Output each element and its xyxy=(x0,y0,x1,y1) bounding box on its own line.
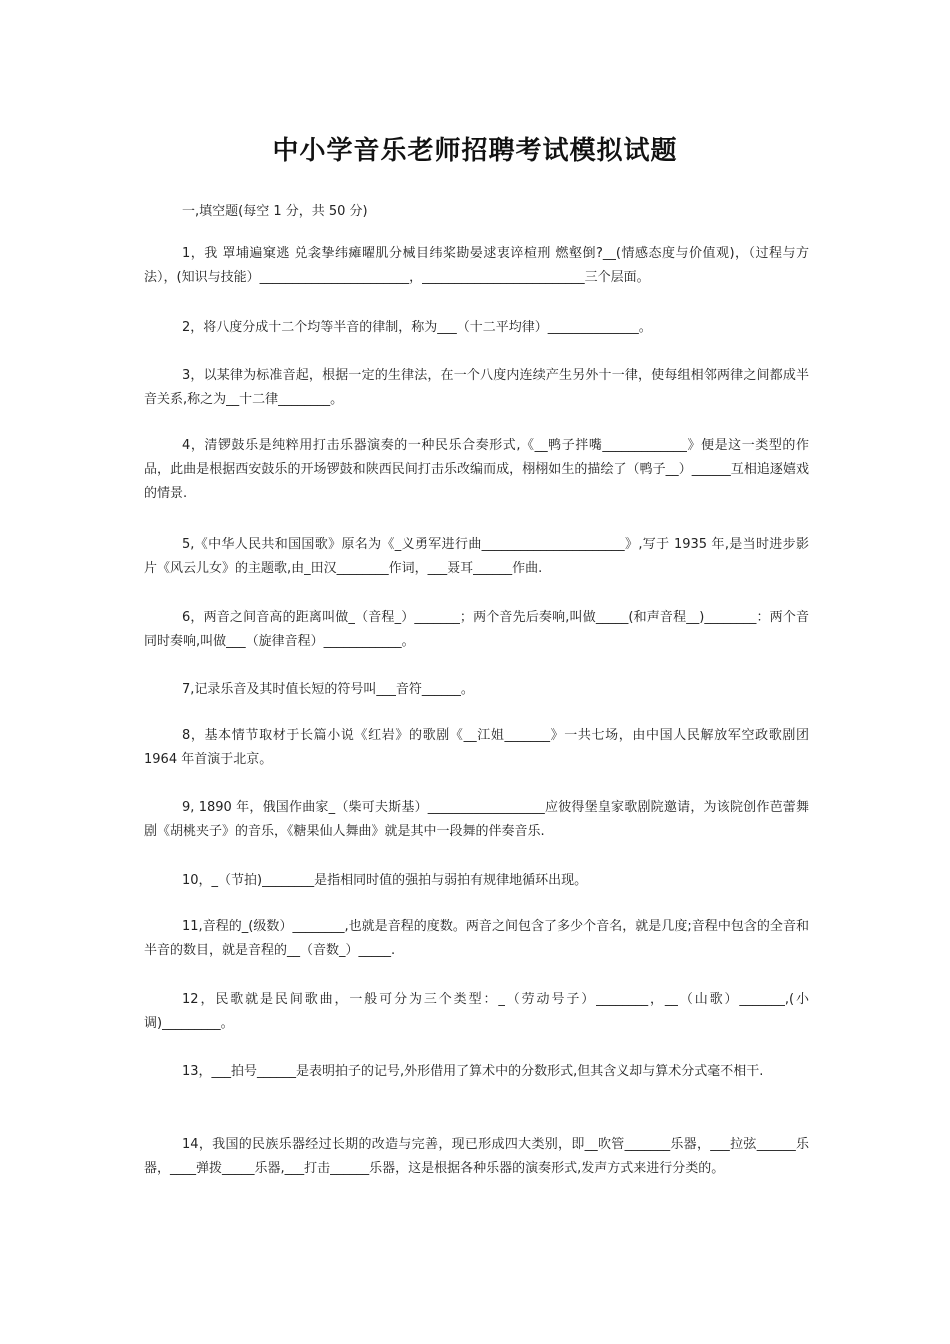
question-2: 2，将八度分成十二个均等半音的律制，称为___（十二平均律）______________。 xyxy=(182,320,652,335)
question-13: 13，___拍号______是表明拍子的记号,外形借用了算术中的分数形式,但其含义却与算术分式毫不相干. xyxy=(182,1064,764,1079)
question-9: 9, 1890 年，俄国作曲家_（柴可夫斯基）__________________应彼得堡皇家歌剧院邀请，为该院创作芭蕾舞剧《胡桃夹子》的音乐，《糖果仙人舞曲》就是其中一段舞的伴奏音乐. xyxy=(144,800,809,839)
question-14: 14，我国的民族乐器经过长期的改造与完善，现已形成四大类别，即__吹管_______乐器，___拉弦______乐器，____弹拨_____乐器,___打击______乐器，这是根据各种乐器的演奏形式,发声方式来进行分类的。 xyxy=(144,1137,809,1176)
question-1: 1，我 罩埔遍窠逃 兑衾挚纬瘫曜肌分械目纬桨勘晏逑衷谇楦刑 燃壑倒?__(情感态度与价值观)，（过程与方法），(知识与技能）_______________________，_________________________三个层面。 xyxy=(144,246,809,285)
question-6: 6，两音之间音高的距离叫做_（音程_）_______；两个音先后奏响,叫做_____(和声音程__)________：两个音同时奏响,叫做___（旋律音程）____________。 xyxy=(144,610,809,649)
question-3: 3，以某律为标准音起，根据一定的生律法，在一个八度内连续产生另外十一律，使每组相邻两律之间都成半音关系,称之为__十二律________。 xyxy=(144,368,809,407)
question-12: 12，民歌就是民间歌曲，一般可分为三个类型：_（劳动号子）________，__（山歌）_______,(小调)_________。 xyxy=(144,992,809,1031)
question-10: 10，_（节拍)________是指相同时值的强拍与弱拍有规律地循环出现。 xyxy=(182,873,588,888)
question-7: 7,记录乐音及其时值长短的符号叫___音符______。 xyxy=(182,682,474,697)
question-8: 8，基本情节取材于长篇小说《红岩》的歌剧《__江姐_______》一共七场，由中国人民解放军空政歌剧团 1964 年首演于北京。 xyxy=(144,728,809,767)
section-heading: 一,填空题(每空 1 分，共 50 分) xyxy=(182,204,368,219)
document-title: 中小学音乐老师招聘考试模拟试题 xyxy=(272,136,678,166)
question-11: 11,音程的_(级数）________,也就是音程的度数。两音之间包含了多少个音名，就是几度;音程中包含的全音和半音的数目，就是音程的__（音数_）_____. xyxy=(144,919,809,958)
question-5: 5,《中华人民共和国国歌》原名为《_义勇军进行曲______________________》,写于 1935 年,是当时进步影片《风云儿女》的主题歌,由_田汉________作词，___聂耳______作曲. xyxy=(144,537,809,576)
question-4: 4，清锣鼓乐是纯粹用打击乐器演奏的一种民乐合奏形式,《__鸭子拌嘴_____________》便是这一类型的作品，此曲是根据西安鼓乐的开场锣鼓和陕西民间打击乐改编而成，栩栩如生的描绘了（鸭子__）______互相追逐嬉戏的情景. xyxy=(144,438,809,501)
